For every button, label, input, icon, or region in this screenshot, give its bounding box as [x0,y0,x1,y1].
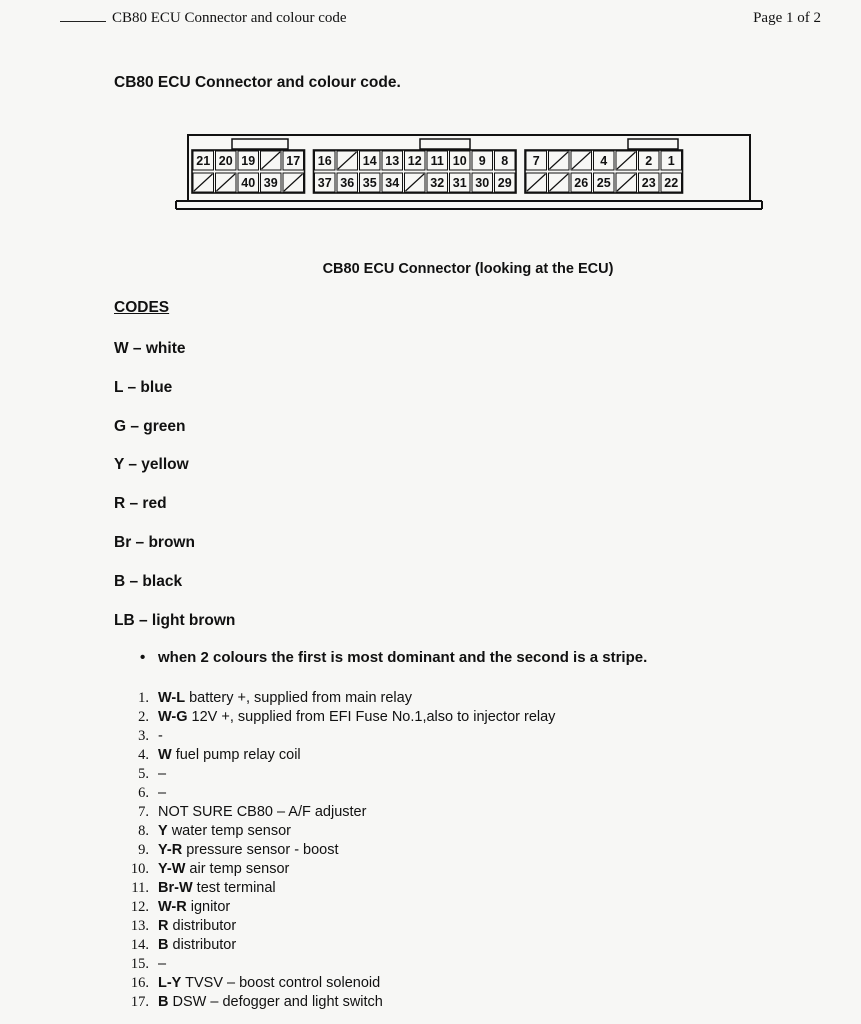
pin-number: 5. [138,766,149,782]
pin-description [158,879,276,898]
pin-number: 17. [130,994,149,1010]
pin-label: 20 [218,154,233,168]
unused-pin-slash [550,174,569,191]
pin-label: 4 [600,154,608,168]
unused-pin-slash [284,174,303,191]
pin-label: 9 [478,154,486,168]
pin-description [158,936,236,955]
pin-description [158,841,339,860]
colour-code: R – red [114,495,167,512]
pin-description [158,746,301,765]
colour-code: Y – yellow [114,456,189,473]
pin-function: battery +, supplied from main relay [185,690,412,706]
pin-number: 12. [130,899,149,915]
colour-code: B – black [114,573,183,590]
ecu-connector-diagram [170,128,766,214]
unused-pin-slash [406,174,425,191]
header-title: CB80 ECU Connector and colour code [112,10,347,26]
pin-function: test terminal [192,880,276,896]
pin-label: 10 [452,154,467,168]
pin-description [158,689,412,708]
colour-code: G – green [114,418,186,435]
pin-number: 10. [130,861,149,877]
pin-label: 29 [497,176,512,190]
pin-label: 21 [196,154,211,168]
pin-wire-colour: L-Y [158,975,182,991]
pin-label: 35 [362,176,377,190]
pin-label: 12 [407,154,422,168]
pin-description [158,708,555,727]
pin-number: 8. [138,823,149,839]
pin-label: 25 [596,176,611,190]
stripe-note [140,649,647,666]
pin-function: ignitor [186,899,231,915]
pin-label: 39 [263,176,278,190]
pin-description [158,784,166,803]
pin-description [158,803,366,822]
pin-function: NOT SURE CB80 – A/F adjuster [158,804,367,820]
colour-code: W – white [114,340,186,357]
pin-label: 36 [340,176,355,190]
pin-wire-colour: Y [158,823,168,839]
pin-function: - [158,728,163,744]
unused-pin-slash [338,152,357,169]
connector-housing [176,135,762,209]
unused-pin-slash [217,174,236,191]
page-number: Page 1 of 2 [753,10,821,26]
pin-wire-colour: W-L [158,690,186,706]
pin-description [158,917,236,936]
pin-number: 4. [138,747,149,763]
pin-description [158,974,380,993]
pin-number: 3. [138,728,149,744]
pin-function: – [158,785,167,801]
pin-label: 14 [362,154,377,168]
pin-description [158,955,166,974]
pin-wire-colour: B [158,937,169,953]
unused-pin-slash [617,174,636,191]
pin-label: 8 [501,154,509,168]
pin-function: pressure sensor - boost [182,842,339,858]
pin-number: 15. [130,956,149,972]
codes-heading: CODES [114,299,170,316]
pin-number: 6. [138,785,149,801]
pin-label: 22 [664,176,679,190]
pin-wire-colour: W-G [158,709,188,725]
unused-pin-slash [262,152,281,169]
pin-label: 13 [385,154,400,168]
pin-label: 1 [667,154,675,168]
unused-pin-slash [194,174,213,191]
connector-caption: CB80 ECU Connector (looking at the ECU) [322,261,614,277]
pin-wire-colour: Y-W [158,861,186,877]
pin-number: 16. [130,975,149,991]
colour-code: LB – light brown [114,612,236,629]
pin-function: distributor [168,918,237,934]
pin-label: 7 [532,154,540,168]
pin-wire-colour: Br-W [158,880,193,896]
colour-code: L – blue [114,379,173,396]
pin-wire-colour: W [158,747,172,763]
pin-label: 19 [241,154,256,168]
unused-pin-slash [550,152,569,169]
pin-label: 2 [645,154,653,168]
pin-label: 11 [430,154,444,168]
pin-number: 9. [138,842,149,858]
pin-label: 40 [241,176,256,190]
pin-label: 23 [641,176,656,190]
pin-function: 12V +, supplied from EFI Fuse No.1,also to injector relay [187,709,556,725]
pin-label: 37 [317,176,332,190]
document-title: CB80 ECU Connector and colour code. [114,74,401,91]
pin-description [158,898,230,917]
pin-function: – [158,956,167,972]
unused-pin-slash [527,174,546,191]
pin-function: fuel pump relay coil [171,747,301,763]
pin-number: 13. [130,918,149,934]
pin-label: 17 [286,154,301,168]
pin-function: TVSV – boost control solenoid [181,975,381,991]
pin-label: 34 [385,176,400,190]
pin-function: DSW – defogger and light switch [168,994,383,1010]
connector-pin-grid [192,150,683,193]
pin-description [158,822,291,841]
pin-wire-colour: B [158,994,169,1010]
pin-number: 1. [138,690,149,706]
pin-number: 14. [130,937,149,953]
pin-label: 26 [574,176,589,190]
unused-pin-slash [572,152,591,169]
pin-function: water temp sensor [167,823,291,839]
bullet-icon: • [140,649,146,666]
pin-description [158,993,383,1012]
pin-label: 31 [452,176,467,190]
pin-description [158,860,289,879]
pin-number: 7. [138,804,149,820]
pin-number: 11. [131,880,149,896]
pin-wire-colour: Y-R [158,842,183,858]
colour-code: Br – brown [114,534,195,551]
pin-label: 16 [317,154,332,168]
pin-wire-colour: W-R [158,899,187,915]
pin-function: distributor [168,937,237,953]
pin-function: air temp sensor [185,861,290,877]
pin-label: 30 [475,176,490,190]
pin-label: 32 [430,176,445,190]
stripe-note-text: when 2 colours the first is most dominant and the second is a stripe. [158,649,648,666]
pin-number: 2. [138,709,149,725]
pin-function: – [158,766,167,782]
pin-wire-colour: R [158,918,169,934]
connector-latches [232,139,678,149]
pin-description [158,727,163,746]
unused-pin-slash [617,152,636,169]
pin-description [158,765,166,784]
header-rule [60,21,106,22]
